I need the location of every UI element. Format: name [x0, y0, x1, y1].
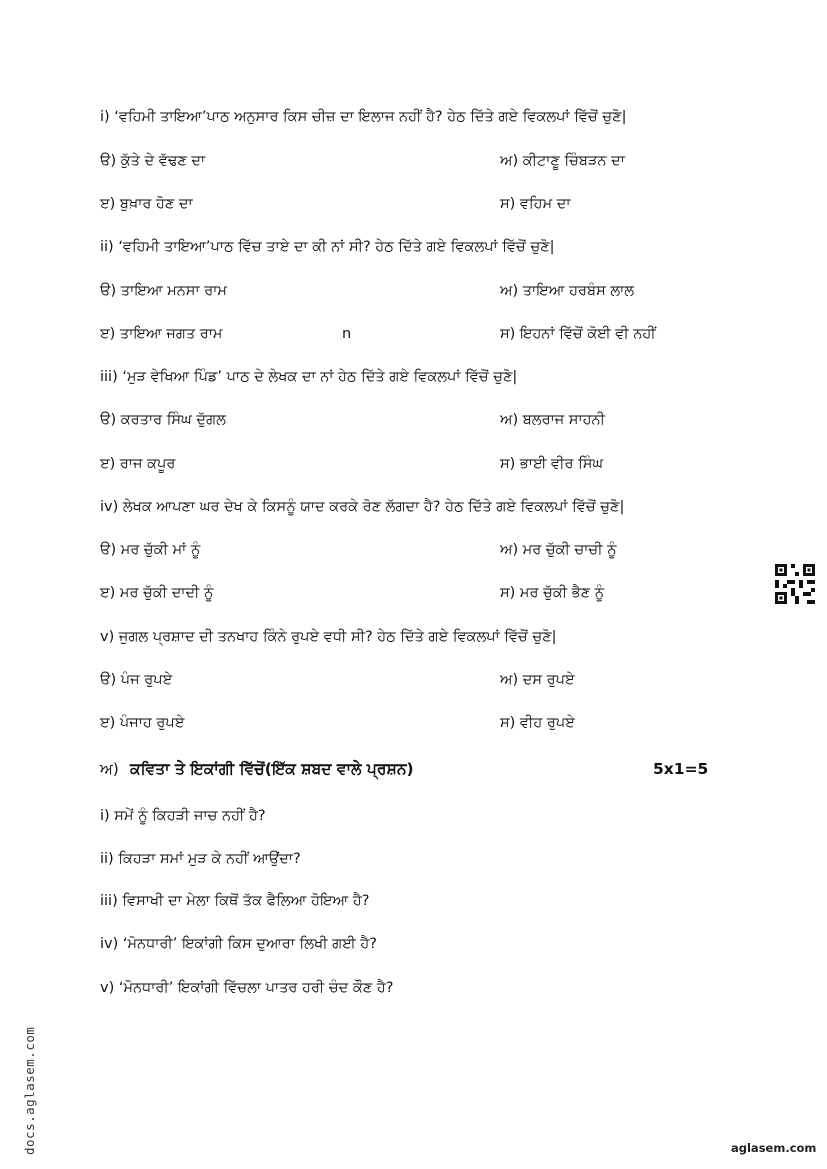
option-b: ਅ) ਕੀਟਾਣੂ ਚਿੰਬੜਨ ਦਾ	[500, 153, 625, 169]
option-a: ੳ) ਪੰਜ ਰੁਪਏ	[100, 672, 173, 688]
options-row	[0, 189, 827, 219]
options-row	[0, 665, 827, 695]
question-row	[0, 973, 827, 1003]
option-b: ਅ) ਦਸ ਰੁਪਏ	[500, 672, 575, 688]
options-row	[0, 405, 827, 435]
section-marks: 5x1=5	[653, 760, 709, 778]
question-text: v) ਜੁਗਲ ਪ੍ਰਸ਼ਾਦ ਦੀ ਤਨਖਾਹ ਕਿੰਨੇ ਰੁਪਏ ਵਧੀ ਸੀ? ਹੇਠ ਦਿੱਤੇ ਗਏ ਵਿਕਲਪਾਂ ਵਿੱਚੋਂ ਚੁਣੋ|	[100, 629, 557, 645]
options-row	[0, 708, 827, 738]
question-text: iii) ਵਿਸਾਖੀ ਦਾ ਮੇਲਾ ਕਿਥੋਂ ਤੱਕ ਫੈਲਿਆ ਹੋਇਆ ਹੈ?	[100, 893, 370, 909]
option-d: ਸ) ਵੀਹ ਰੁਪਏ	[500, 715, 575, 731]
stray-character: n	[342, 326, 352, 342]
question-text: i) ‘ਵਹਿਮੀ ਤਾਇਆ’ਪਾਠ ਅਨੁਸਾਰ ਕਿਸ ਚੀਜ਼ ਦਾ ਇਲਾਜ ਨਹੀਂ ਹੈ? ਹੇਠ ਦਿੱਤੇ ਗਏ ਵਿਕਲਪਾਂ ਵਿੱਚੋਂ ਚੁਣੋ|	[100, 109, 627, 125]
option-b: ਅ) ਮਰ ਚੁੱਕੀ ਚਾਚੀ ਨੂੰ	[500, 542, 617, 558]
options-row	[0, 146, 827, 176]
question-text: iv) ਲੇਖਕ ਆਪਣਾ ਘਰ ਦੇਖ ਕੇ ਕਿਸਨੂੰ ਯਾਦ ਕਰਕੇ ਰੋਣ ਲੱਗਦਾ ਹੈ? ਹੇਠ ਦਿੱਤੇ ਗਏ ਵਿਕਲਪਾਂ ਵਿੱਚੋਂ ਚੁਣੋ|	[100, 499, 625, 515]
question-text: v) ‘ਮੋਨਧਾਰੀ’ ਇਕਾਂਗੀ ਵਿੱਚਲਾ ਪਾਤਰ ਹਰੀ ਚੰਦ ਕੌਣ ਹੈ?	[100, 980, 394, 996]
option-c: ੲ) ਤਾਇਆ ਜਗਤ ਰਾਮ	[100, 326, 223, 342]
option-d: ਸ) ਇਹਨਾਂ ਵਿੱਚੋਂ ਕੋਈ ਵੀ ਨਹੀਂ	[500, 326, 656, 342]
options-row	[0, 276, 827, 306]
option-b: ਅ) ਬਲਰਾਜ ਸਾਹਨੀ	[500, 412, 605, 428]
option-a: ੳ) ਮਰ ਚੁੱਕੀ ਮਾਂ ਨੂੰ	[100, 542, 201, 558]
question-row	[0, 492, 827, 522]
option-c: ੲ) ਮਰ ਚੁੱਕੀ ਦਾਦੀ ਨੂੰ	[100, 585, 214, 601]
question-text: iii) ‘ਮੁੜ ਵੇਖਿਆ ਪਿੰਡ’ ਪਾਠ ਦੇ ਲੇਖਕ ਦਾ ਨਾਂ ਹੇਠ ਦਿੱਤੇ ਗਏ ਵਿਕਲਪਾਂ ਵਿੱਚੋਂ ਚੁਣੋ|	[100, 369, 518, 385]
question-row	[0, 102, 827, 132]
option-c: ੲ) ਰਾਜ ਕਪੂਰ	[100, 456, 176, 472]
options-row	[0, 449, 827, 479]
question-row	[0, 622, 827, 652]
option-c: ੲ) ਬੁਖ਼ਾਰ ਹੋਣ ਦਾ	[100, 196, 193, 212]
option-a: ੳ) ਕੁੱਤੇ ਦੇ ਵੱਢਣ ਦਾ	[100, 153, 206, 169]
options-row	[0, 319, 827, 349]
question-text: ii) ਕਿਹੜਾ ਸਮਾਂ ਮੁੜ ਕੇ ਨਹੀਂ ਆਉਂਦਾ?	[100, 851, 301, 867]
option-a: ੳ) ਕਰਤਾਰ ਸਿੰਘ ਦੁੱਗਲ	[100, 412, 226, 428]
section-title: ਕਵਿਤਾ ਤੇ ਇਕਾਂਗੀ ਵਿੱਚੋਂ(ਇੱਕ ਸ਼ਬਦ ਵਾਲੇ ਪ੍ਰਸ਼ਨ)	[130, 760, 414, 778]
section-label: ਅ)	[100, 760, 119, 778]
option-d: ਸ) ਭਾਈ ਵੀਰ ਸਿੰਘ	[500, 456, 604, 472]
question-text: ii) ‘ਵਹਿਮੀ ਤਾਇਆ’ਪਾਠ ਵਿੱਚ ਤਾਏ ਦਾ ਕੀ ਨਾਂ ਸੀ? ਹੇਠ ਦਿੱਤੇ ਗਏ ਵਿਕਲਪਾਂ ਵਿੱਚੋਂ ਚੁਣੋ|	[100, 239, 555, 255]
option-c: ੲ) ਪੰਜਾਹ ਰੁਪਏ	[100, 715, 185, 731]
question-text: iv) ‘ਮੋਨਧਾਰੀ’ ਇਕਾਂਗੀ ਕਿਸ ਦੁਆਰਾ ਲਿਖੀ ਗਈ ਹੈ?	[100, 936, 377, 952]
side-watermark: docs.aglasem.com	[22, 1026, 37, 1155]
question-row	[0, 929, 827, 959]
qr-code-icon	[775, 564, 815, 604]
footer-watermark: aglasem.com	[731, 1141, 817, 1155]
option-d: ਸ) ਮਰ ਚੁੱਕੀ ਭੈਣ ਨੂੰ	[500, 585, 605, 601]
question-row	[0, 232, 827, 262]
option-b: ਅ) ਤਾਇਆ ਹਰਬੰਸ ਲਾਲ	[500, 283, 635, 299]
option-a: ੳ) ਤਾਇਆ ਮਨਸਾ ਰਾਮ	[100, 283, 227, 299]
question-row	[0, 886, 827, 916]
question-row	[0, 801, 827, 831]
options-row	[0, 578, 827, 608]
section-heading	[100, 752, 720, 786]
question-row	[0, 844, 827, 874]
options-row	[0, 535, 827, 565]
option-d: ਸ) ਵਹਿਮ ਦਾ	[500, 196, 571, 212]
question-row	[0, 362, 827, 392]
question-text: i) ਸਮੇਂ ਨੂੰ ਕਿਹੜੀ ਜਾਚ ਨਹੀਂ ਹੈ?	[100, 808, 266, 824]
